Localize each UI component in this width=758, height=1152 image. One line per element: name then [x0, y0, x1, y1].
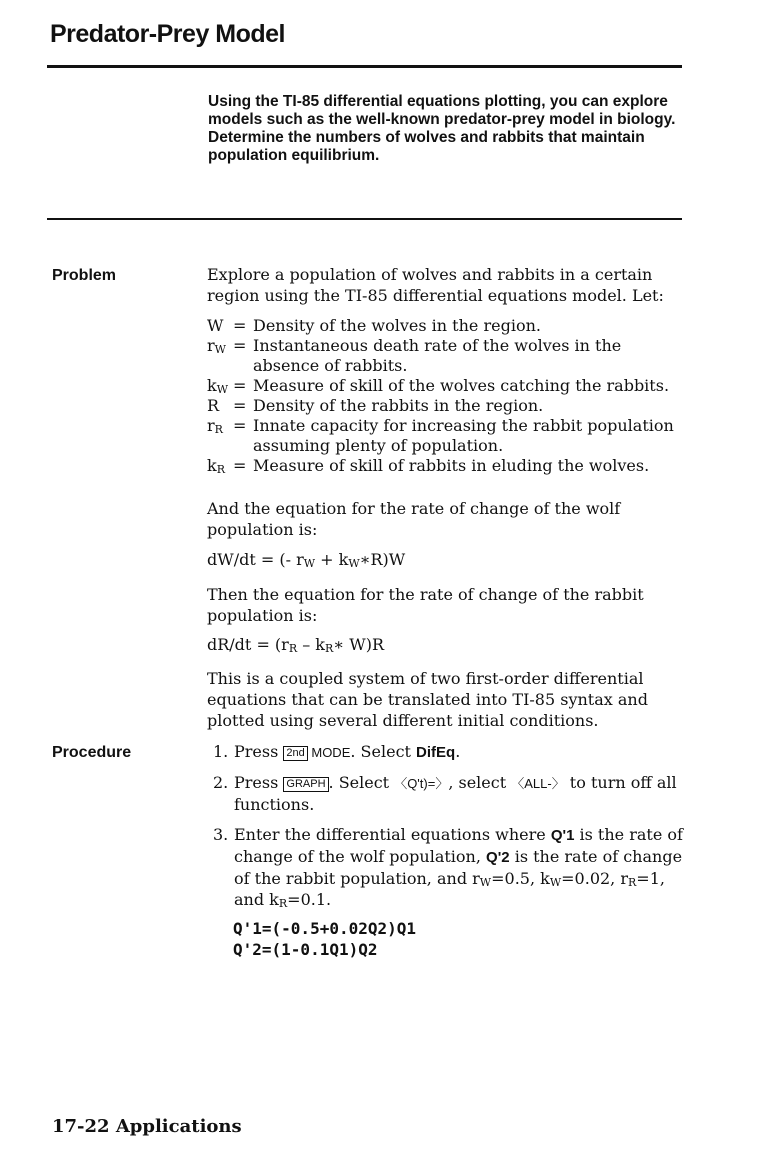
procedure-heading: Procedure — [52, 744, 132, 761]
definition-equals: = — [233, 336, 247, 355]
code-line-2: Q'2=(1-0.1Q1)Q2 — [233, 940, 378, 959]
definition-symbol: $k_R$ — [207, 456, 225, 476]
procedure-step-2: 2. Press GRAPH . Select 〈Q't)=〉, select 〈ALL-〉 to turn off all functions. — [213, 773, 677, 814]
definition-symbol: $k_W$ — [207, 376, 229, 396]
definition-row — [207, 456, 682, 476]
definition-symbol: $r_W$ — [207, 336, 226, 356]
definition-equals: = — [233, 456, 247, 475]
coupled-system-text: This is a coupled system of two first-order differential equations that can be translated into TI-85 syntax and plotted using several different initial conditions. — [207, 669, 648, 730]
definition-equals: = — [233, 316, 247, 335]
rabbit-equation: $dR/dt = (r_R$ – $k_R∗$ W)R — [207, 635, 384, 655]
procedure-step-3: 3. Enter the differential equations where Q'1 is the rate of change of the wolf population, Q'2 is the rate of change of the rabbit population, and $r_W=0.5$, $k_W=0.02$, $r_R=1$, and $k_R=0.1$. — [213, 825, 683, 910]
definition-equals: = — [233, 396, 247, 415]
title-rule — [47, 65, 682, 68]
definition-text: Instantaneous death rate of the wolves in the absence of rabbits. — [253, 336, 622, 375]
graph-key: GRAPH — [283, 777, 328, 792]
definition-row — [207, 316, 682, 336]
definition-text: Measure of skill of rabbits in eluding the wolves. — [253, 456, 650, 475]
definition-row — [207, 416, 682, 456]
2nd-key: 2nd — [283, 746, 307, 761]
definition-row — [207, 336, 682, 376]
definition-symbol: W — [207, 316, 224, 335]
intro-paragraph: Using the TI-85 differential equations plotting, you can explore models such as the well-known predator-prey model in biology. Determine the numbers of wolves and rabbits that maintain population equilibrium. — [208, 93, 676, 164]
definition-row — [207, 396, 682, 416]
definition-equals: = — [233, 376, 247, 395]
rabbit-rate-text: Then the equation for the rate of change of the rabbit population is: — [207, 585, 644, 625]
section-rule — [47, 218, 682, 220]
definition-row — [207, 376, 682, 396]
code-line-1: Q'1=(-0.5+0.02Q2)Q1 — [233, 919, 417, 938]
wolf-rate-text: And the equation for the rate of change of the wolf population is: — [207, 499, 621, 539]
page-footer: 17-22 Applications — [52, 1116, 242, 1137]
definition-text: Density of the wolves in the region. — [253, 316, 541, 335]
definition-symbol: $r_R$ — [207, 416, 223, 436]
wolf-equation: dW/dt = (- $r_W$ + $k_W∗R)W$ — [207, 550, 406, 570]
definitions-list — [207, 316, 682, 476]
definition-text: Innate capacity for increasing the rabbit population assuming plenty of population. — [253, 416, 674, 455]
problem-lead: Explore a population of wolves and rabbits in a certain region using the TI-85 differential equations model. Let: — [207, 265, 664, 305]
page-title: Predator-Prey Model — [50, 20, 286, 48]
procedure-step-1: 1. Press 2nd MODE. Select DifEq. — [213, 742, 461, 761]
definition-symbol: R — [207, 396, 220, 415]
definition-text: Measure of skill of the wolves catching the rabbits. — [253, 376, 670, 395]
definition-equals: = — [233, 416, 247, 435]
problem-heading: Problem — [52, 267, 117, 284]
definition-text: Density of the rabbits in the region. — [253, 396, 544, 415]
